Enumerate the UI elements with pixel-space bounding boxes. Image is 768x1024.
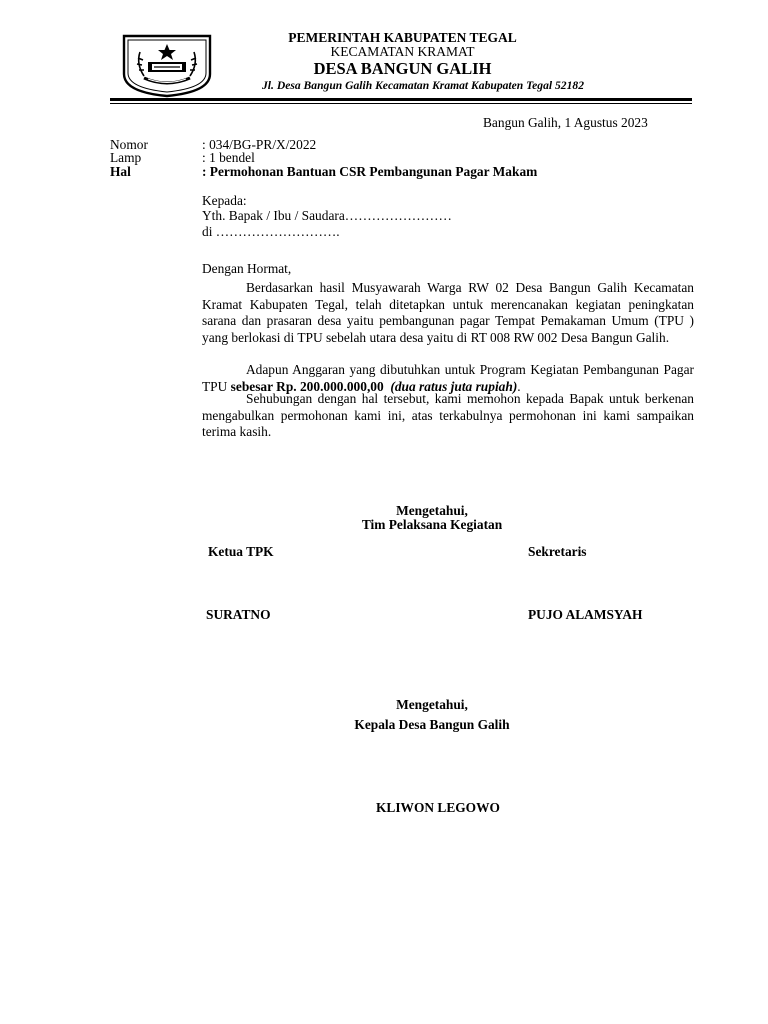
lamp-value: : 1 bendel [202,150,255,165]
kepada-label: Kepada: [202,193,247,208]
team-title: Tim Pelaksana Kegiatan [361,517,503,532]
village-head-title: Kepala Desa Bangun Galih [354,717,510,732]
ketua-tpk-name: SURATNO [206,607,271,622]
budget-amount: sebesar Rp. 200.000.000,00 [230,378,384,394]
hal-value: : Permohonan Bantuan CSR Pembangunan Pagar Makam [202,164,538,179]
tegal-regency-emblem-logo [118,32,216,98]
sekretaris-title: Sekretaris [528,544,587,559]
body-paragraph-3-text: Sehubungan dengan hal tersebut, kami memohon kepada Bapak untuk berkenan mengabulkan permohonan kami ini, atas terkabulnya permohonan ini kami sampaikan terima kasih. [202,391,694,440]
budget-amount-words: (dua ratus juta rupiah) [390,378,518,394]
body-paragraph-1 [202,280,694,346]
letterhead-thin-rule [110,103,692,104]
village-head-name: KLIWON LEGOWO [376,800,500,815]
letter-date: Bangun Galih, 1 Agustus 2023 [483,115,648,130]
acknowledged-label-1: Mengetahui, [396,503,468,518]
nomor-label: Nomor [110,137,148,152]
ketua-tpk-title: Ketua TPK [208,544,274,559]
budget-end-punct: . [517,378,521,394]
letterhead-government-line: PEMERINTAH KABUPATEN TEGAL [288,30,517,45]
budget-intro-text: Adapun Anggaran yang dibutuhkan untuk Program Kegiatan Pembangunan Pagar TPU [202,362,694,394]
letterhead-district-line: KECAMATAN KRAMAT [330,44,475,59]
body-paragraph-3 [202,391,694,441]
nomor-value: : 034/BG-PR/X/2022 [202,137,317,152]
greeting: Dengan Hormat, [202,261,292,276]
letterhead-thick-rule [110,98,692,101]
sekretaris-name: PUJO ALAMSYAH [528,607,643,622]
acknowledged-label-2: Mengetahui, [396,697,468,712]
body-paragraph-1-text: Berdasarkan hasil Musyawarah Warga RW 02 Desa Bangun Galih Kecamatan Kramat Kabupaten Tegal, telah ditetapkan untuk merencanakan kegiatan peningkatan sarana dan prasaran desa yaitu pembangunan pagar Tempat Pemakaman Umum (TPU ) yang berlokasi di TPU sebelah utara desa yaitu di RT 008 RW 002 Desa Bangun Galih. [202,280,694,345]
recipient-location-line: di ………………………. [202,224,340,239]
hal-label: Hal [110,164,131,179]
lamp-label: Lamp [110,150,142,165]
letterhead-address: Jl. Desa Bangun Galih Kecamatan Kramat Kabupaten Tegal 52182 [262,79,584,92]
letterhead-village-name: DESA BANGUN GALIH [313,59,492,78]
recipient-name-line: Yth. Bapak / Ibu / Saudara…………………… [202,208,452,223]
